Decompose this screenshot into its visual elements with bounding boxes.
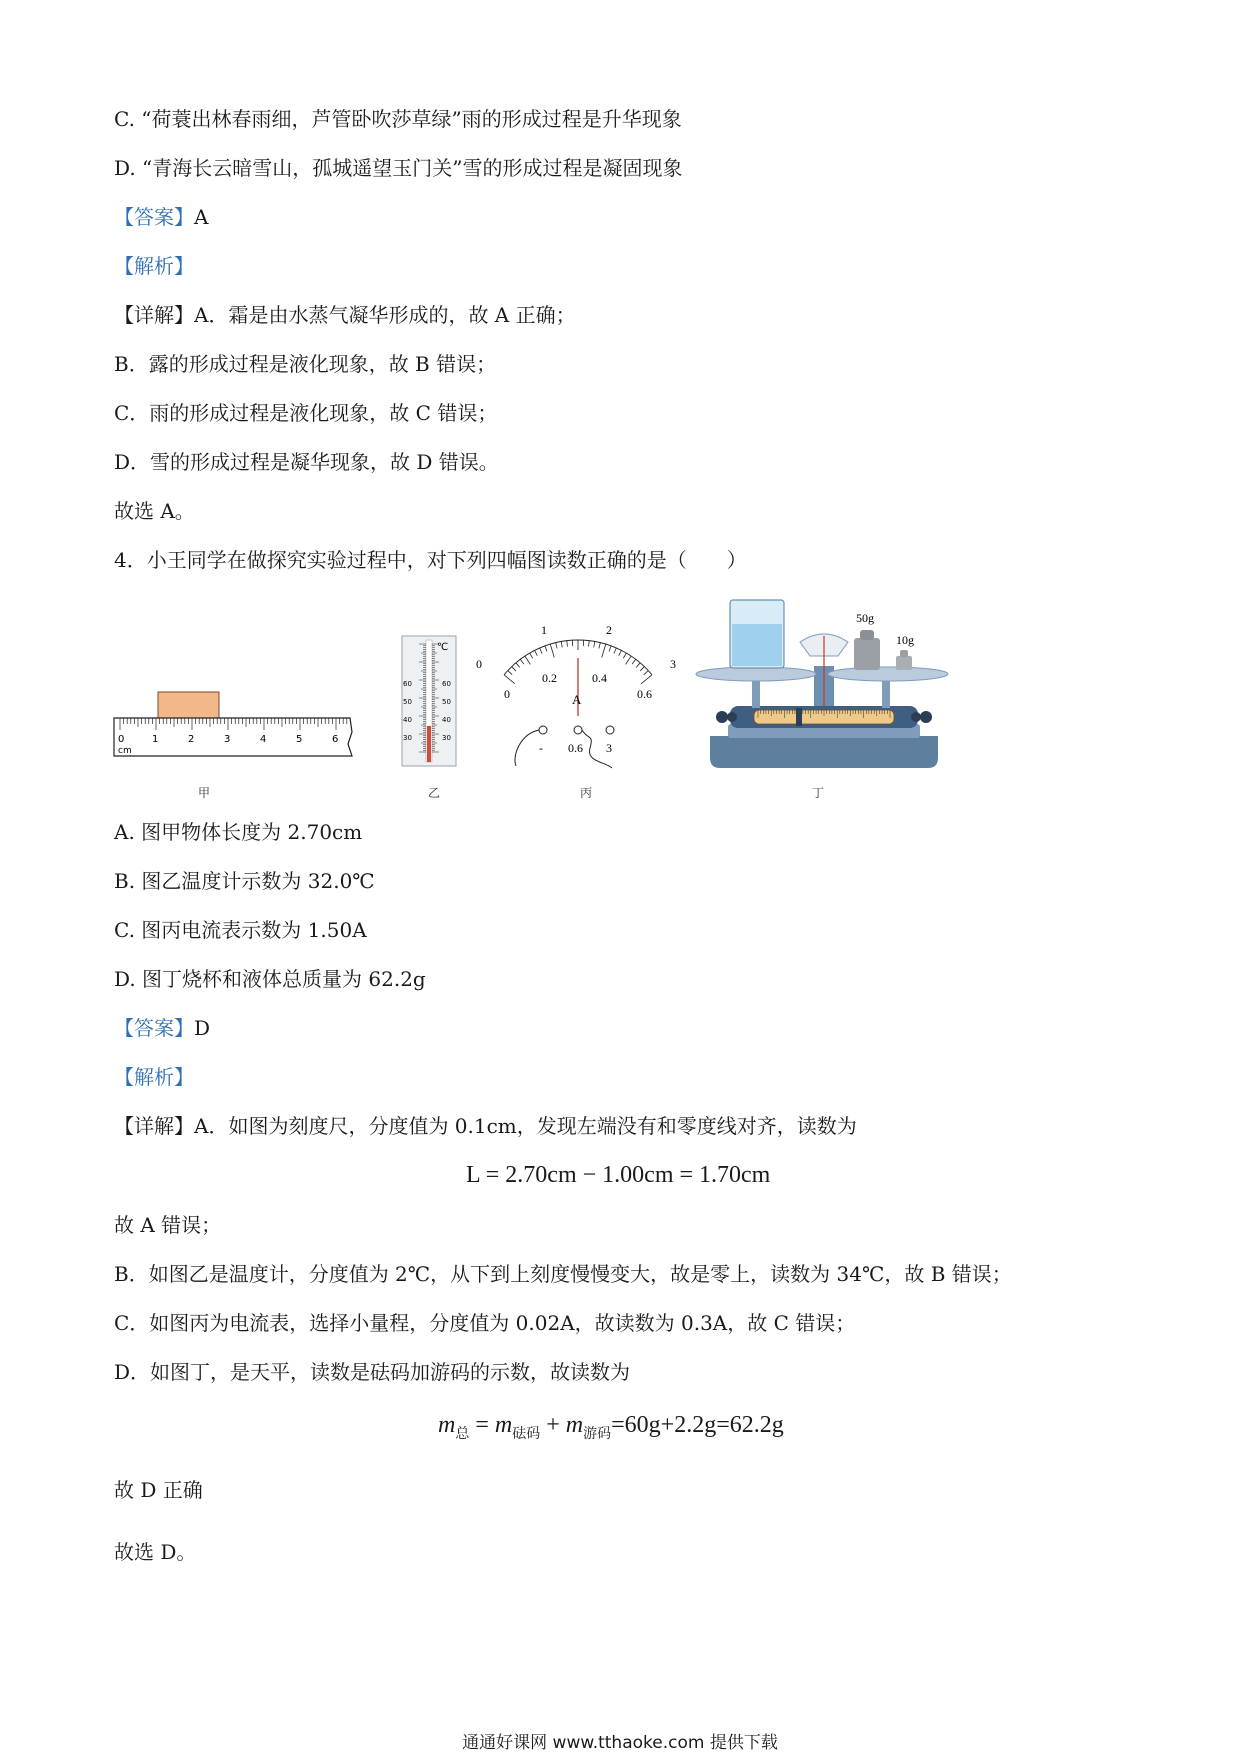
tick-mark (545, 646, 547, 652)
q3-detail-a (114, 301, 576, 329)
answer-value: A (194, 205, 209, 229)
answer-tag: 【答案】 (114, 1016, 194, 1040)
q4-option-b: B. 图乙温度计示数为 32.0℃ (114, 869, 375, 893)
balance-figure (688, 596, 960, 774)
thermo-right-number: 50 (442, 698, 451, 706)
weight-label-10g: 10g (896, 633, 914, 647)
tick-mark (599, 643, 600, 649)
q4-detail-d: D．如图丁，是天平，读数是砝码加游码的示数，故读数为 (114, 1360, 631, 1384)
tick-mark (530, 653, 533, 658)
ruler-number: 4 (260, 734, 267, 745)
mass-rhs: =60g+2.2g=62.2g (611, 1412, 784, 1438)
tick-mark (594, 641, 595, 647)
ammeter-outer-number: 1 (541, 623, 547, 637)
sub-rider: 游码 (583, 1425, 612, 1442)
option-c-prev: C. “荷蓑出林春雨细，芦管卧吹莎草绿”雨的形成过程是升华现象 (114, 107, 682, 131)
terminal-label: 0.6 (568, 741, 583, 755)
tick-mark (644, 671, 648, 675)
tick-mark (626, 656, 632, 664)
formula-length: L = 2.70cm − 1.00cm = 1.70cm (466, 1162, 771, 1188)
balance-base (710, 736, 938, 768)
ammeter-symbol: A (572, 692, 582, 707)
thermo-right-number: 60 (442, 680, 451, 688)
ruler-body (114, 718, 352, 756)
weight-label-50g: 50g (856, 611, 874, 625)
mass-symbol: m (438, 1412, 456, 1438)
ruler-number: 2 (188, 734, 195, 745)
page-footer: 通通好课网 www.tthaoke.com 提供下载 (462, 1733, 778, 1753)
caption-bing: 丙 (580, 786, 593, 800)
sub-total: 总 (455, 1425, 470, 1442)
tick-mark (508, 671, 512, 675)
q3-detail-d: D．雪的形成过程是凝华现象，故 D 错误。 (114, 450, 499, 474)
tick-mark (641, 675, 652, 684)
ruler-number: 0 (118, 734, 125, 745)
left-pan (696, 667, 816, 681)
q4-stem: 4．小王同学在做探究实验过程中，对下列四幅图读数正确的是（ ） (114, 548, 747, 572)
q3-analysis-tag: 【解析】 (114, 254, 194, 278)
tick-mark (602, 644, 606, 657)
ammeter-inner-number: 0.6 (637, 687, 652, 701)
thermo-left-number: 30 (403, 734, 412, 742)
tick-mark (535, 650, 538, 655)
caption-yi: 乙 (428, 786, 441, 800)
q4-analysis-tag: 【解析】 (114, 1065, 194, 1089)
ammeter-outer-number: 2 (606, 623, 612, 637)
tick-mark (623, 653, 626, 658)
ruler-number: 3 (224, 734, 231, 745)
terminal-06 (574, 726, 582, 734)
rider (796, 708, 802, 726)
sub-weight: 砝码 (512, 1425, 541, 1442)
ruler-unit: cm (118, 746, 132, 756)
thermo-left-number: 60 (403, 680, 412, 688)
ruler-figure (112, 680, 362, 770)
tick-mark (614, 648, 616, 654)
caption-jia: 甲 (198, 786, 211, 800)
q3-detail-c: C．雨的形成过程是液化现象，故 C 错误； (114, 401, 498, 425)
q3-detail-b: B．露的形成过程是液化现象，故 B 错误； (114, 352, 497, 376)
q4-option-a: A. 图甲物体长度为 2.70cm (114, 820, 363, 844)
thermo-right-number: 40 (442, 716, 451, 724)
mercury-column (427, 726, 431, 762)
tick-mark (589, 641, 590, 647)
terminal-label: 3 (606, 741, 612, 755)
tick-mark (619, 650, 622, 655)
q4-option-d: D. 图丁烧杯和液体总质量为 62.2g (114, 967, 426, 991)
caption-ding: 丁 (812, 786, 825, 800)
ammeter-outer-number: 0 (476, 657, 482, 671)
tick-mark (567, 641, 568, 647)
thermometer-unit: ℃ (437, 642, 449, 653)
tick-mark (516, 663, 520, 668)
q3-answer (114, 203, 208, 231)
ammeter-figure (470, 616, 680, 776)
detail-tag: 【详解】 (114, 1114, 194, 1138)
thermo-left-number: 40 (403, 716, 412, 724)
terminal-label: - (539, 741, 543, 755)
ammeter-inner-number: 0 (504, 687, 510, 701)
q4-option-c: C. 图丙电流表示数为 1.50A (114, 918, 367, 942)
answer-tag: 【答案】 (114, 205, 194, 229)
ruler-number: 1 (152, 734, 159, 745)
q4-answer (114, 1014, 210, 1042)
formula-mass: $m_总 = m_{砝码} + m_{游码}=60g+2.2g=62.2g$ (438, 1412, 784, 1442)
mass-symbol: m (494, 1412, 513, 1438)
tick-mark (520, 659, 524, 664)
q4-detail-b: B．如图乙是温度计，分度值为 2℃，从下到上刻度慢慢变大，故是零上，读数为 34℃，故 B 错误； (114, 1262, 1012, 1286)
tick-mark (561, 641, 562, 647)
weight-50g (854, 638, 880, 670)
q4-detail-c: C．如图丙为电流表，选择小量程，分度值为 0.02A，故读数为 0.3A，故 C 错误； (114, 1311, 856, 1335)
weight-10g (896, 656, 912, 670)
measured-block (158, 692, 219, 718)
thermometer-figure (400, 634, 460, 770)
tick-mark (640, 667, 644, 671)
q4-choose: 故选 D。 (114, 1540, 197, 1564)
detail-a-text: A．霜是由水蒸气凝华形成的，故 A 正确； (194, 303, 576, 327)
terminal-neg (539, 726, 547, 734)
tick-mark (609, 646, 611, 652)
tick-mark (556, 643, 557, 649)
tick-mark (632, 659, 636, 664)
thermo-left-number: 50 (403, 698, 412, 706)
ruler-number: 5 (296, 734, 303, 745)
mass-symbol: m (565, 1412, 584, 1438)
q3-choose: 故选 A。 (114, 499, 195, 523)
right-pan (828, 667, 948, 681)
tick-mark (540, 648, 542, 654)
wire-left (515, 730, 539, 766)
tick-mark (550, 644, 554, 657)
tick-mark (512, 667, 516, 671)
q4-a-wrong: 故 A 错误； (114, 1213, 222, 1237)
tick-mark (504, 675, 515, 684)
ammeter-inner-number: 0.4 (592, 671, 607, 685)
ruler-number: 6 (332, 734, 339, 745)
detail-a-text: A．如图为刻度尺，分度值为 0.1cm，发现左端没有和零度线对齐，读数为 (194, 1114, 857, 1138)
tick-mark (636, 663, 640, 668)
q4-detail-a (114, 1112, 857, 1140)
answer-value: D (194, 1016, 211, 1040)
thermo-right-number: 30 (442, 734, 451, 742)
ammeter-inner-number: 0.2 (542, 671, 557, 685)
detail-tag: 【详解】 (114, 303, 194, 327)
tick-mark (525, 656, 531, 664)
ammeter-outer-number: 3 (670, 657, 676, 671)
terminal-3 (606, 726, 614, 734)
option-d-prev: D. “青海长云暗雪山，孤城遥望玉门关”雪的形成过程是凝固现象 (114, 156, 683, 180)
q4-d-right: 故 D 正确 (114, 1478, 203, 1502)
